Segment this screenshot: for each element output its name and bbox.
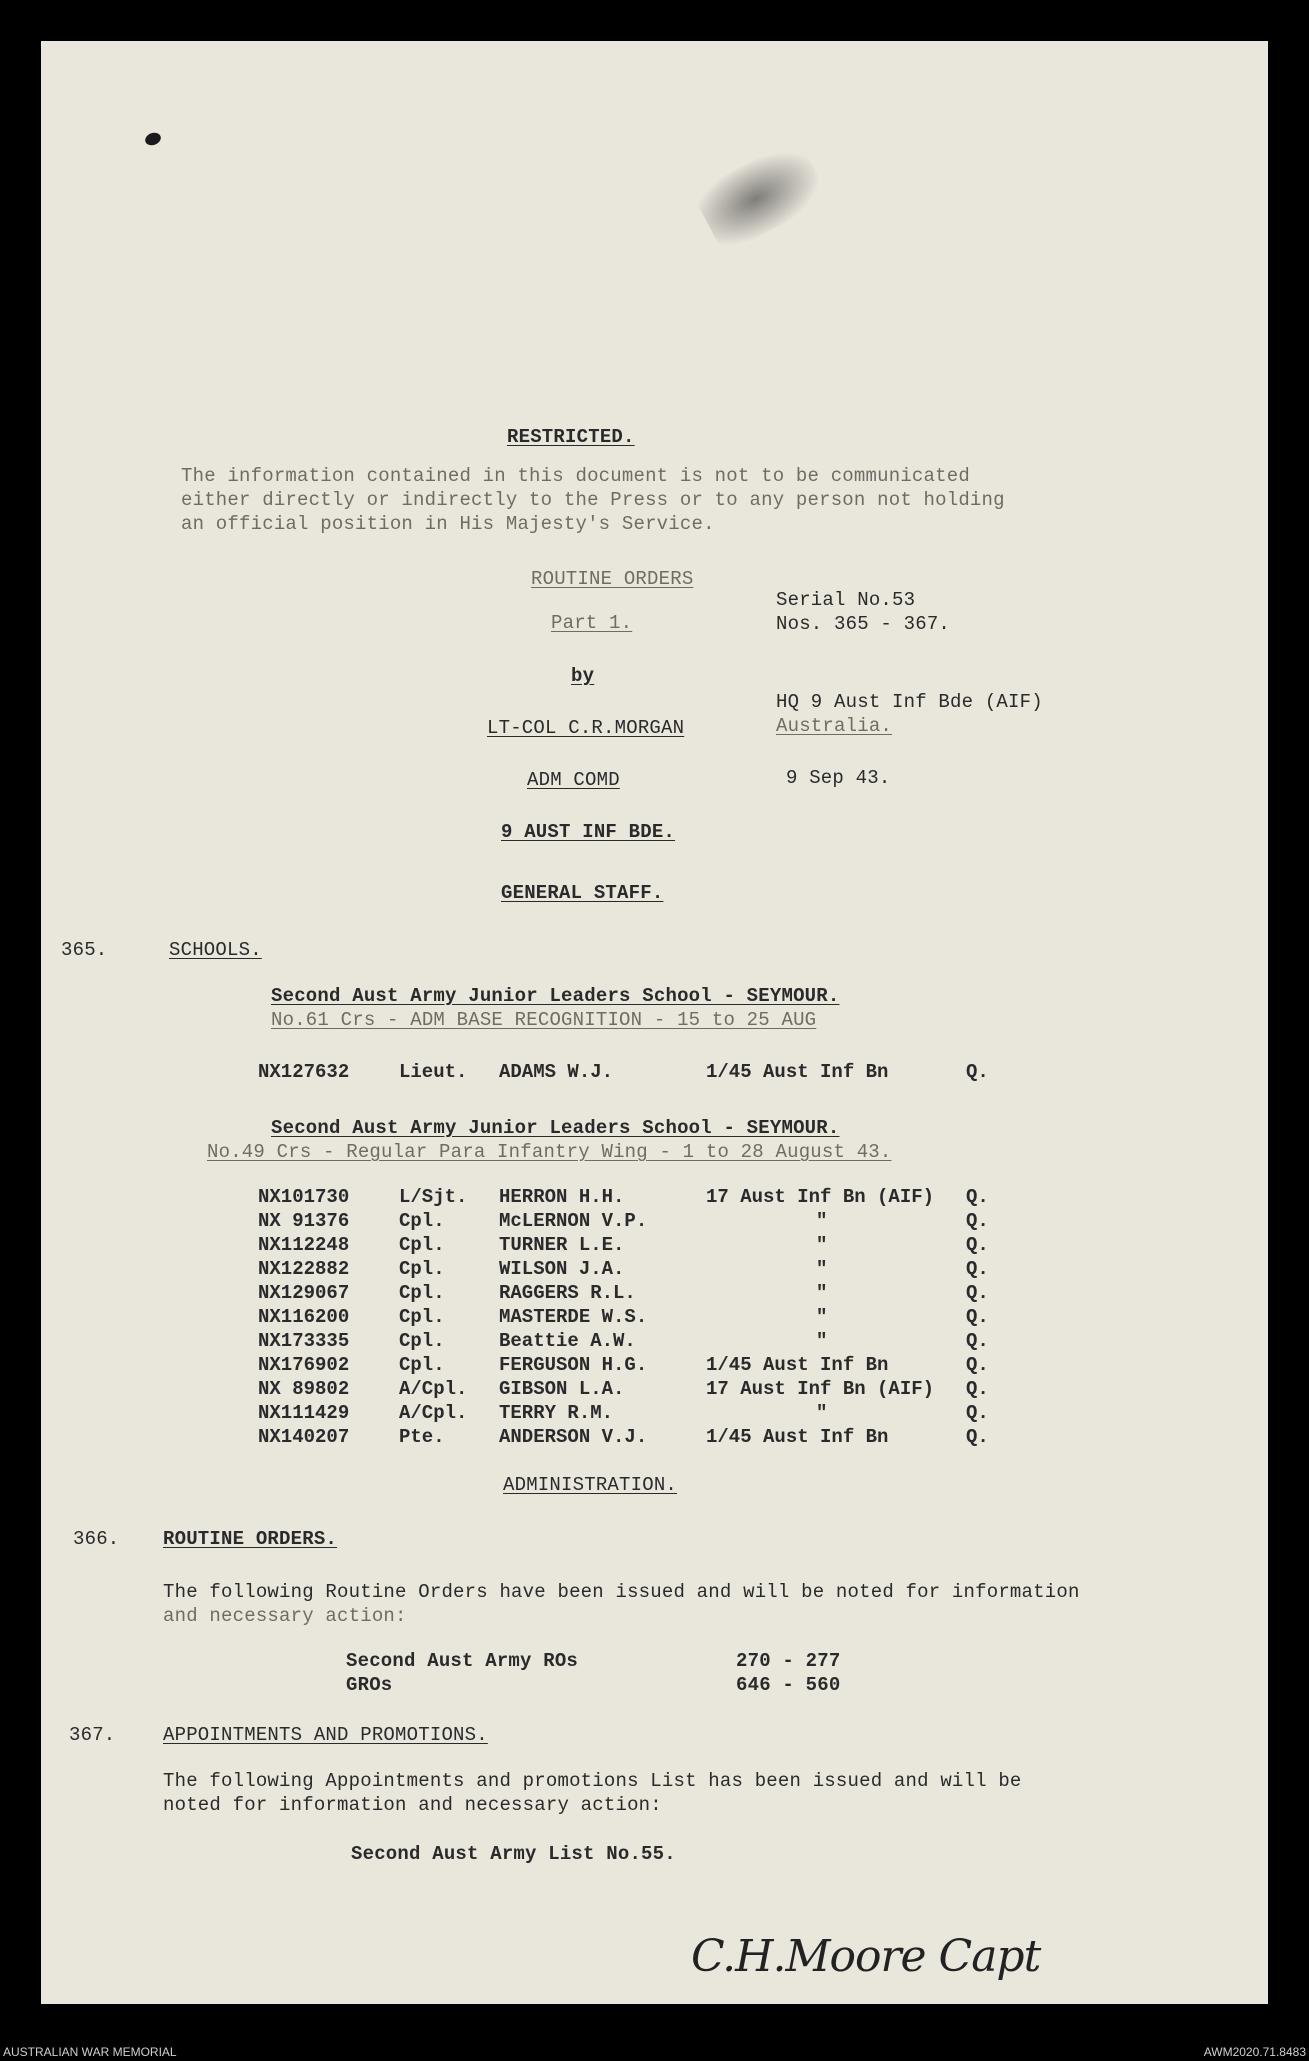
order-367-title: APPOINTMENTS AND PROMOTIONS.	[163, 1724, 488, 1746]
personnel-row	[41, 1234, 1268, 1256]
order-366-number: 366.	[73, 1528, 120, 1550]
footer-institution: AUSTRALIAN WAR MEMORIAL	[3, 2045, 177, 2059]
personnel-name: ADAMS W.J.	[499, 1061, 614, 1083]
order-365-number: 365.	[61, 939, 108, 961]
hq-line-2: Australia.	[776, 715, 893, 737]
personnel-name: GIBSON L.A.	[499, 1378, 625, 1400]
personnel-name: ANDERSON V.J.	[499, 1426, 648, 1448]
personnel-row	[41, 1061, 1268, 1083]
hq-line-1: HQ 9 Aust Inf Bde (AIF)	[776, 691, 1043, 713]
title-brigade: 9 AUST INF BDE.	[501, 821, 676, 843]
personnel-mark: Q.	[966, 1354, 989, 1376]
personnel-no: NX173335	[258, 1330, 350, 1352]
personnel-name: MASTERDE W.S.	[499, 1306, 648, 1328]
personnel-name: FERGUSON H.G.	[499, 1354, 648, 1376]
order-367-number: 367.	[69, 1724, 116, 1746]
order-366-title: ROUTINE ORDERS.	[163, 1528, 338, 1550]
personnel-rank: Cpl.	[399, 1306, 445, 1328]
personnel-no: NX129067	[258, 1282, 350, 1304]
personnel-mark: Q.	[966, 1402, 989, 1424]
personnel-rank: Lieut.	[399, 1061, 468, 1083]
personnel-row	[41, 1402, 1268, 1424]
personnel-no: NX111429	[258, 1402, 350, 1424]
title-adm-comd: ADM COMD	[527, 769, 620, 791]
general-staff-heading: GENERAL STAFF.	[501, 882, 664, 904]
order-367-body-2: noted for information and necessary action:	[163, 1794, 662, 1816]
personnel-name: Beattie A.W.	[499, 1330, 636, 1352]
personnel-no: NX176902	[258, 1354, 350, 1376]
personnel-name: HERRON H.H.	[499, 1186, 625, 1208]
ro-item-2-label: GROs	[346, 1674, 393, 1696]
personnel-rank: Cpl.	[399, 1210, 445, 1232]
course-2-line-2: No.49 Crs - Regular Para Infantry Wing - 1 to 28 August 43.	[207, 1141, 892, 1163]
personnel-mark: Q.	[966, 1210, 989, 1232]
personnel-no: NX122882	[258, 1258, 350, 1280]
personnel-unit: 17 Aust Inf Bn (AIF)	[706, 1378, 935, 1400]
ink-smudge	[692, 137, 831, 255]
personnel-rank: L/Sjt.	[399, 1186, 468, 1208]
notice-line-1: The information contained in this document is not to be communicated	[181, 465, 970, 487]
administration-heading: ADMINISTRATION.	[503, 1474, 678, 1496]
personnel-no: NX140207	[258, 1426, 350, 1448]
course-1-line-2: No.61 Crs - ADM BASE RECOGNITION - 15 to 25 AUG	[271, 1009, 817, 1031]
personnel-name: McLERNON V.P.	[499, 1210, 648, 1232]
personnel-row	[41, 1210, 1268, 1232]
personnel-mark: Q.	[966, 1306, 989, 1328]
personnel-unit: "	[816, 1402, 828, 1424]
personnel-rank: Cpl.	[399, 1354, 445, 1376]
personnel-unit: 1/45 Aust Inf Bn	[706, 1426, 889, 1448]
title-officer: LT-COL C.R.MORGAN	[487, 717, 685, 739]
title-by: by	[571, 665, 595, 687]
personnel-no: NX 91376	[258, 1210, 350, 1232]
order-numbers: Nos. 365 - 367.	[776, 613, 951, 635]
handwritten-signature: C.H.Moore Capt	[691, 1931, 1041, 1982]
order-367-body-1: The following Appointments and promotions List has been issued and will be	[163, 1770, 1022, 1792]
order-366-body-1: The following Routine Orders have been issued and will be noted for information	[163, 1581, 1080, 1603]
personnel-row	[41, 1258, 1268, 1280]
personnel-row	[41, 1186, 1268, 1208]
personnel-no: NX 89802	[258, 1378, 350, 1400]
course-1-line-1: Second Aust Army Junior Leaders School - SEYMOUR.	[271, 985, 840, 1007]
personnel-row	[41, 1330, 1268, 1352]
personnel-rank: Cpl.	[399, 1258, 445, 1280]
personnel-no: NX101730	[258, 1186, 350, 1208]
personnel-name: TURNER L.E.	[499, 1234, 625, 1256]
punch-hole	[143, 131, 162, 148]
document-page	[41, 41, 1268, 2004]
personnel-unit: "	[816, 1306, 828, 1328]
title-routine-orders: ROUTINE ORDERS	[531, 568, 694, 590]
personnel-rank: Cpl.	[399, 1282, 445, 1304]
personnel-mark: Q.	[966, 1234, 989, 1256]
ro-item-1-range: 270 - 277	[736, 1650, 841, 1672]
order-365-title: SCHOOLS.	[169, 939, 262, 961]
personnel-name: RAGGERS R.L.	[499, 1282, 636, 1304]
personnel-rank: Cpl.	[399, 1330, 445, 1352]
personnel-unit: 17 Aust Inf Bn (AIF)	[706, 1186, 935, 1208]
ro-item-2-range: 646 - 560	[736, 1674, 841, 1696]
personnel-no: NX112248	[258, 1234, 350, 1256]
personnel-unit: 1/45 Aust Inf Bn	[706, 1061, 889, 1083]
personnel-name: TERRY R.M.	[499, 1402, 614, 1424]
personnel-rank: Pte.	[399, 1426, 445, 1448]
personnel-row	[41, 1378, 1268, 1400]
personnel-row	[41, 1354, 1268, 1376]
order-366-body-2: and necessary action:	[163, 1605, 407, 1627]
personnel-mark: Q.	[966, 1282, 989, 1304]
personnel-unit: "	[816, 1330, 828, 1352]
personnel-unit: "	[816, 1234, 828, 1256]
personnel-mark: Q.	[966, 1186, 989, 1208]
personnel-mark: Q.	[966, 1258, 989, 1280]
personnel-mark: Q.	[966, 1378, 989, 1400]
ro-item-1-label: Second Aust Army ROs	[346, 1650, 579, 1672]
classification-heading: RESTRICTED.	[507, 426, 635, 448]
personnel-unit: "	[816, 1282, 828, 1304]
personnel-unit: "	[816, 1258, 828, 1280]
personnel-name: WILSON J.A.	[499, 1258, 625, 1280]
notice-line-3: an official position in His Majesty's Service.	[181, 513, 715, 535]
personnel-row	[41, 1306, 1268, 1328]
personnel-row	[41, 1282, 1268, 1304]
order-date: 9 Sep 43.	[786, 767, 891, 789]
personnel-row	[41, 1426, 1268, 1448]
title-part: Part 1.	[551, 612, 633, 634]
personnel-mark: Q.	[966, 1330, 989, 1352]
personnel-unit: 1/45 Aust Inf Bn	[706, 1354, 889, 1376]
personnel-mark: Q.	[966, 1061, 989, 1083]
notice-line-2: either directly or indirectly to the Press or to any person not holding	[181, 489, 1005, 511]
course-2-line-1: Second Aust Army Junior Leaders School - SEYMOUR.	[271, 1117, 840, 1139]
personnel-unit: "	[816, 1210, 828, 1232]
personnel-no: NX116200	[258, 1306, 350, 1328]
personnel-no: NX127632	[258, 1061, 350, 1083]
personnel-rank: Cpl.	[399, 1234, 445, 1256]
personnel-rank: A/Cpl.	[399, 1378, 468, 1400]
order-367-list: Second Aust Army List No.55.	[351, 1843, 676, 1865]
personnel-mark: Q.	[966, 1426, 989, 1448]
personnel-rank: A/Cpl.	[399, 1402, 468, 1424]
footer-accession-number: AWM2020.71.8483	[1203, 2045, 1306, 2059]
serial-number: Serial No.53	[776, 589, 916, 611]
